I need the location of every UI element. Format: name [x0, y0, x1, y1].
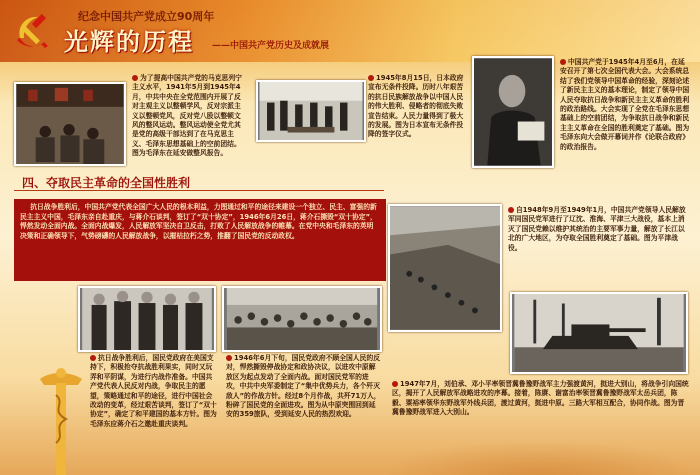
text-dabie-mountains: 1947年7月，刘伯承、邓小平率领晋冀鲁豫野战军主力强渡黄河，挺进大别山，将战争引向国统区，揭开了人民解放军战略进攻的序幕。接着，陈赓、谢富治率领晋冀鲁豫野战军太岳兵团，陈毅、粟裕率领华东野战军外线兵团，渡过黄河，挺进中原。三路大军相互配合，协同作战。图为晋冀鲁豫野战军进入大别山。 — [392, 380, 689, 417]
bullet-icon — [368, 75, 374, 81]
intro-panel — [14, 199, 386, 281]
bullet-icon — [392, 381, 398, 387]
hammer-sickle-icon — [14, 12, 54, 52]
section-heading: 四、夺取民主革命的全国性胜利 — [22, 176, 191, 190]
text-civil-war: 1946年6月下旬，国民党政府不顾全国人民的反对，悍然撕毁停战协定和政协决议，以进攻中原解放区为起点发动了全面内战。面对国民党军的进攻，中共中央军委制定了“集中优势兵力，各个歼灭敌人”的作战方针。经过8个月作战，共歼71万人，粉碎了国民党的全面进攻。图为从中原突围回到延安的359旅队，受到延安人民的热烈欢迎。 — [226, 354, 381, 419]
text-pingjin-campaign: 自1948年9月至1949年1月，中国共产党领导人民解放军同国民党军进行了辽沈、淮海、平津三大战役，基本上消灭了国民党赖以维护其统治的主要军事力量，解放了长江以北的广大地区，为夺取全国胜利奠定了基础。图为平津战役。 — [508, 206, 686, 252]
decorative-glow — [380, 440, 700, 475]
sub-title: ——中国共产党历史及成就展 — [212, 41, 330, 51]
photo-359-brigade-welcome — [222, 286, 382, 352]
bullet-icon — [560, 59, 566, 65]
photo-tank-advance — [510, 292, 688, 374]
photo-pingjin-campaign — [388, 204, 502, 332]
super-title: 纪念中国共产党成立90周年 — [78, 10, 215, 23]
text-seventh-congress: 中国共产党于1945年4月至6月，在延安召开了第七次全国代表大会。大会系统总结了我们党领导中国革命的经验，深刻论述了新民主主义的基本理论，制定了领导中国人民夺取抗日战争和新民主主义革命的胜利的政治路线。大会实现了全党在毛泽东思想基础上的空前团结，为争取抗日战争和新民主主义革命在全国的胜利奠定了基础。图为毛泽东向大会做开幕词并作《论联合政府》的政治报告。 — [560, 58, 690, 151]
photo-chongqing-negotiation — [78, 286, 216, 352]
bullet-icon — [90, 355, 96, 361]
main-title: 光辉的历程 — [64, 28, 194, 56]
bullet-icon — [226, 355, 232, 361]
photo-mao-seventh-congress — [472, 56, 554, 168]
photo-japan-surrender — [256, 80, 366, 142]
bullet-icon — [508, 207, 514, 213]
text-japan-surrender: 1945年8月15日，日本政府宣布无条件投降。历时八年艰苦的抗日民族解放战争以中国人民的伟大胜利、侵略者的彻底失败宣告结束。人民力量得到了极大的发展。图为日本宣布无条件投降的签字仪式。 — [368, 74, 464, 139]
huabiao-pillar-icon — [40, 365, 82, 475]
section-divider — [14, 190, 384, 191]
intro-text: 抗日战争胜利后，中国共产党代表全国广大人民的根本利益，力图通过和平的途径来建设一个独立、民主、富强的新民主主义中国，毛泽东亲自赴重庆，与蒋介石谈判，签订了“双十协定”，1946年6月26日，蒋介石撕毁“双十协定”，悍然发动全面内战。全面内战爆发，人民解放军坚决自卫反击，打败了人民解放战争的帷幕。在党中央和毛泽东的英明决策和正确领导下，气势磅礴的人民解放战争，以摧枯拉朽之势，推翻了国民党的反动政权。 — [20, 203, 377, 240]
text-chongqing-negotiation: 抗日战争胜利后，国民党政府在美国支持下，积极抢夺抗战胜利果实，同时又玩弄和平阴谋，为进行内战作准备。中国共产党代表人民反对内战，争取民主的愿望，策略通过和平的途径，进行中国社会改动的变革，经过艰苦谈判，签订了“双十协定”，确定了和平建国的基本方针。图为毛泽东应蒋介石之邀赴重庆谈判。 — [90, 354, 217, 428]
text-yanan-rectification: 为了提高中国共产党的马克思列宁主义水平，1941年5月到1945年4月，中共中央在全党范围内开展了反对主观主义以整顿学风，反对宗派主义以整顿党风，反对党八股以整顿文风的整风运动。整风运动使全党尤其是党的高级干部达到了在马克思主义、毛泽东思想基础上的空前团结。图为毛泽东在延安做整风报告。 — [132, 74, 242, 158]
photo-yanan-rectification — [14, 82, 126, 166]
bullet-icon — [132, 75, 138, 81]
